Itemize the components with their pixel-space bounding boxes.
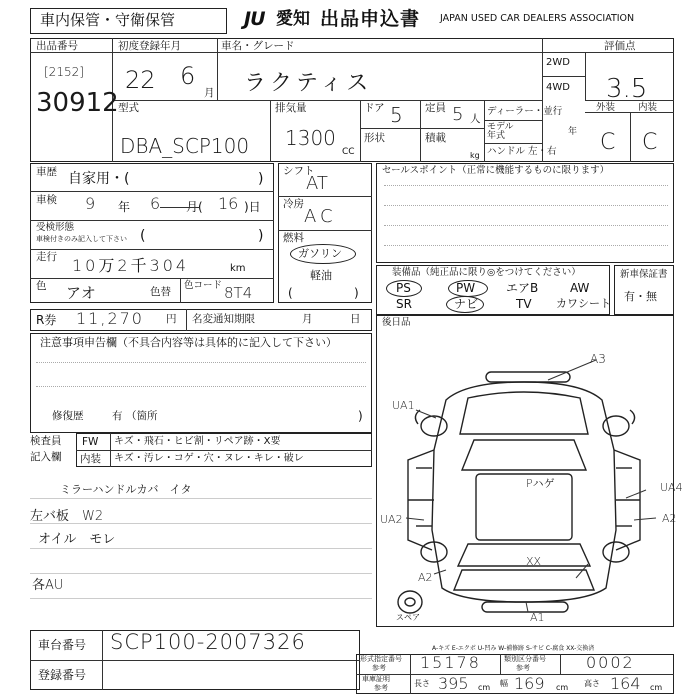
- reg-number-label: 登録番号: [38, 668, 87, 682]
- equip-pw: PW: [456, 281, 476, 295]
- displacement-value: 1300: [285, 126, 336, 150]
- equip-airbag: エアB: [506, 281, 539, 295]
- mirror-left: [415, 410, 420, 424]
- fw-label: FW: [82, 436, 99, 448]
- form-subtitle: JAPAN USED CAR DEALERS ASSOCIATION: [440, 13, 635, 24]
- equip-tv: TV: [516, 297, 532, 311]
- shift-label: シフト: [283, 165, 315, 177]
- doors-value: 5: [390, 103, 403, 127]
- note-4: 各AU: [32, 578, 64, 593]
- shift-value: AT: [306, 173, 328, 194]
- warranty-options: 有・無: [624, 290, 657, 303]
- inspection-day: 16: [218, 194, 239, 213]
- handle-label: ハンドル 左・右: [487, 146, 557, 157]
- equip-circle-navi: [446, 296, 484, 313]
- trunk-panel: [454, 570, 594, 590]
- mileage-label: 走行: [36, 251, 57, 263]
- color-change-label: 色替: [150, 286, 171, 298]
- month-word: 月(: [186, 200, 203, 214]
- repair-label: 修復歴: [52, 410, 84, 422]
- sales-label: セールスポイント（正常に機能するものに限ります）: [382, 165, 610, 176]
- ju-logo: JU: [244, 8, 265, 30]
- shape-label: 形状: [364, 132, 385, 144]
- receipt-note: 車検付きのみ記入して下さい: [36, 235, 127, 243]
- history-value: 自家用・(: [68, 171, 130, 187]
- interior-label: 内装: [638, 102, 658, 113]
- capacity-value: 5: [452, 104, 464, 125]
- mark-a2-left: A2: [418, 571, 433, 584]
- drive-4wd: 4WD: [546, 82, 570, 93]
- org-name: 愛知: [276, 9, 310, 29]
- displacement-label: 排気量: [275, 102, 307, 114]
- mark-a3: A3: [590, 352, 606, 366]
- equip-aw: AW: [570, 281, 590, 295]
- lot-number-label: 出品番号: [36, 40, 78, 52]
- load-label: 積載: [425, 132, 446, 144]
- fuel-label: 燃料: [283, 232, 304, 244]
- form-title: 出品申込書: [320, 8, 421, 30]
- type-label: 型式: [118, 102, 139, 114]
- dealer-label: ディーラー・並行: [487, 106, 563, 117]
- note-1: ミラーハンドルカバ イタ: [60, 483, 192, 496]
- class-label: 類別区分番号: [504, 655, 546, 663]
- recycle-label: R券: [36, 313, 57, 327]
- height-unit: cm: [650, 683, 663, 692]
- hood-panel: [460, 392, 588, 434]
- deadline-day: 日: [350, 313, 361, 325]
- mark-phage: Pハゲ: [526, 477, 555, 490]
- equipment-label: 装備品（純正品に限り◎をつけてください）: [392, 267, 581, 278]
- rear-seat-label: 後日品: [382, 317, 411, 328]
- reg-month: 6: [180, 62, 196, 90]
- history-label: 車歴: [36, 166, 57, 178]
- deadline-label: 名変通知期限: [192, 313, 255, 325]
- reg-year: 22: [125, 66, 156, 94]
- cert-label2: 参考: [374, 684, 388, 692]
- rear-bumper: [482, 602, 568, 612]
- length-label: 長さ: [414, 679, 430, 688]
- fuel-diesel: 軽油: [310, 269, 332, 282]
- front-bumper: [486, 372, 570, 382]
- mark-ua2: UA2: [380, 513, 403, 526]
- wheel-rr: [603, 542, 629, 562]
- type-cert-label: 形式指定番号: [360, 655, 402, 663]
- type-cert-value: 15178: [420, 653, 481, 672]
- height-value: 164: [610, 674, 641, 693]
- mirror-right: [630, 410, 635, 424]
- mark-xx: XX: [526, 555, 542, 568]
- km-unit: km: [230, 263, 246, 274]
- day-word: )日: [244, 200, 261, 214]
- height-label: 高さ: [584, 679, 600, 688]
- repair-close: ): [358, 409, 363, 423]
- grade-label: 評価点: [604, 40, 636, 52]
- model-year-label: モデル: [487, 122, 514, 132]
- receipt-open: (: [140, 228, 146, 244]
- fuel-paren-open: (: [288, 286, 293, 300]
- history-box: [30, 163, 274, 303]
- exterior-value: C: [600, 130, 616, 155]
- reference-label-1: 参考: [372, 664, 386, 672]
- notice-label: 注意事項申告欄（不具合内容等は具体的に記入して下さい）: [40, 336, 337, 349]
- exterior-label: 外装: [596, 102, 616, 113]
- class-value: 0002: [586, 653, 635, 672]
- reference-label-2: 参考: [516, 664, 530, 672]
- model-name: ラクティス: [244, 71, 373, 96]
- yen-unit: 円: [166, 313, 177, 325]
- custody-label: 車内保管・守衛保管: [40, 11, 176, 29]
- interior-check-label: 内装: [80, 453, 101, 465]
- width-value: 169: [514, 674, 545, 693]
- color-value: アオ: [66, 284, 96, 302]
- equip-circle-pw: [448, 280, 488, 297]
- length-value: 395: [438, 674, 469, 693]
- equip-ps: PS: [396, 281, 411, 295]
- first-reg-label: 初度登録年月: [118, 40, 181, 52]
- car-diagram: [376, 340, 674, 628]
- chassis-label: 車台番号: [38, 638, 87, 652]
- month-unit: 月: [204, 87, 215, 99]
- equip-circle-ps: [386, 280, 422, 297]
- equip-navi: ナビ: [454, 297, 479, 311]
- mileage-value: 10万2千304: [72, 256, 190, 275]
- mark-a2-right: A2: [662, 512, 677, 525]
- spare-label: スペア: [396, 613, 420, 622]
- equip-sr: SR: [396, 297, 412, 311]
- wheel-fr: [603, 416, 629, 436]
- width-label: 幅: [500, 679, 508, 688]
- body-outline: [432, 382, 616, 602]
- cert-label: 車庫証明: [362, 675, 390, 683]
- inspection-year: 9: [85, 194, 96, 213]
- warranty-label: 新車保証書: [620, 269, 668, 280]
- year-word: 年: [118, 200, 131, 214]
- damage-legend: A-キズ E-エクボ U-凹み W-補修跡 S-サビ C-腐食 XX-交換済: [432, 645, 595, 652]
- receipt-label: 受検形態: [36, 222, 75, 233]
- windshield: [462, 440, 586, 470]
- cc-unit: CC: [342, 147, 355, 157]
- note-3: オイル モレ: [38, 532, 116, 547]
- chassis-value: SCP100-2007326: [110, 630, 306, 654]
- drive-2wd: 2WD: [546, 57, 570, 68]
- fuel-paren-close: ): [354, 286, 359, 300]
- wheel-fl: [421, 416, 447, 436]
- ac-value: AC: [304, 206, 337, 227]
- fuel-gas: ガソリン: [298, 247, 342, 260]
- doors-label: ドア: [364, 102, 385, 114]
- color-code-value: 8T4: [224, 284, 253, 302]
- mark-a1: A1: [530, 611, 545, 624]
- width-unit: cm: [556, 683, 569, 692]
- color-label: 色: [36, 280, 47, 292]
- color-code-label: 色コード: [184, 280, 223, 291]
- receipt-close: ): [258, 228, 264, 244]
- lot-small: [2152]: [44, 65, 84, 79]
- inspector-label: 検査員: [30, 435, 62, 447]
- mark-ua4: UA4: [660, 481, 683, 494]
- grade-value: 3.5: [606, 74, 648, 104]
- person-unit: 人: [470, 113, 481, 125]
- entry-label: 記入欄: [30, 451, 62, 463]
- length-unit: cm: [478, 683, 491, 692]
- ac-label: 冷房: [283, 198, 304, 210]
- model-label: 車名・グレード: [221, 40, 295, 52]
- rear-glass: [458, 544, 590, 566]
- inspection-label: 車検: [36, 194, 57, 206]
- kg-unit: kg: [470, 151, 480, 160]
- capacity-label: 定員: [425, 102, 446, 114]
- spare-tire: [398, 591, 422, 613]
- interior-items: キズ・汚レ・コゲ・穴・ヌレ・キレ・破レ: [114, 453, 304, 464]
- roof-panel: [476, 474, 572, 540]
- year-unit: 年: [568, 127, 578, 137]
- sales-box: [376, 163, 674, 263]
- repair-have: 有: [112, 410, 123, 422]
- fw-items: キズ・飛石・ヒビ割・リペア跡・X要: [114, 436, 281, 447]
- equip-leather: カワシート: [556, 297, 611, 310]
- repair-place: （箇所: [126, 410, 158, 422]
- history-close: ): [258, 171, 264, 187]
- interior-value: C: [642, 130, 658, 155]
- type-value: DBA_SCP100: [120, 134, 250, 158]
- mark-ua1: UA1: [392, 399, 415, 412]
- note-2: 左バ板 W2: [30, 509, 104, 524]
- deadline-month: 月: [302, 313, 313, 325]
- model-year-label2: 年式: [487, 131, 506, 141]
- recycle-value: 11,270: [76, 309, 144, 328]
- lot-number: 30912: [36, 88, 119, 118]
- inspection-month: 6: [150, 194, 161, 213]
